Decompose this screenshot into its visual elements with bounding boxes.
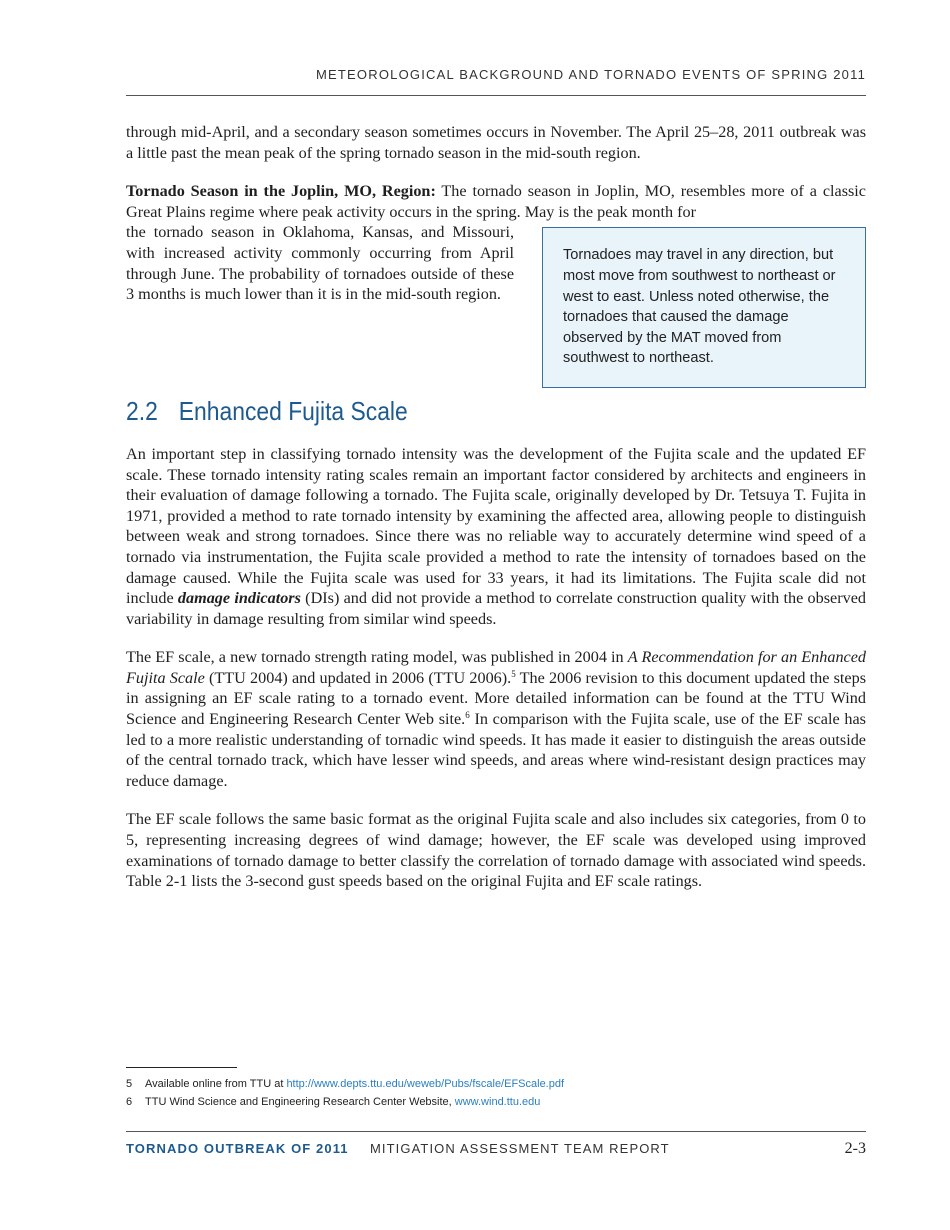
- fujita-text-a: An important step in classifying tornado intensity was the development of the Fujita scale and the updated EF scale. These tornado intensity rating scales remain an important factor considered by architects and engineers in their evaluation of damage following a tornado. The Fujita scale, originally developed by Dr. Tetsuya T. Fujita in 1971, provided a method to rate tornado intensity by examining the affected area, allowing people to distinguish between weak and strong tornadoes. Since there was no reliable way to accurately determine wind speed of a tornado via instrumentation, the Fujita scale provided a method to rate the intensity of tornadoes based on the damage caused. While the Fujita scale was used for 33 years, it had its limitations. The Fujita scale did not include: [126, 444, 866, 608]
- paragraph-joplin-cont: the tornado season in Oklahoma, Kansas, and Missouri, with increased activity commonly occurring from April through June. The probability of tornadoes outside of these 3 months is much lower than it is in the mid-south region.: [126, 223, 514, 304]
- sidebar-text: Tornadoes may travel in any direction, but most move from southwest to northeast or west to east. Unless noted otherwise, the tornadoes that caused the damage observed by the MAT moved from southwest to northeast.: [563, 247, 836, 367]
- damage-indicators-term: damage indicators: [177, 589, 301, 608]
- section-number: 2.2: [126, 395, 158, 426]
- footnote-number: 5: [126, 1078, 133, 1090]
- paragraph-intro: through mid-April, and a secondary season sometimes occurs in November. The April 25–28, 2011 outbreak was a little past the mean peak of the spring tornado season in the mid-south region.: [126, 123, 866, 162]
- footnote-link-efscale[interactable]: http://www.depts.ttu.edu/weweb/Pubs/fscale/EFScale.pdf: [286, 1078, 565, 1090]
- paragraph-ef-scale: [126, 647, 866, 791]
- page-content: [126, 122, 866, 910]
- section-heading: [126, 396, 777, 426]
- page-footer: [126, 1140, 866, 1160]
- footer-subtitle: MITIGATION ASSESSMENT TEAM REPORT: [370, 1141, 670, 1156]
- header-rule: [126, 95, 866, 96]
- fujita-text-b: (DIs) and did not provide a method to correlate construction quality with the observed variability in damage resulting from similar wind speeds.: [126, 589, 866, 628]
- paragraph-ef-format: The EF scale follows the same basic format as the original Fujita scale and also includes six categories, from 0 to 5, representing increasing degrees of wind damage; however, the EF scale was developed using improved examinations of tornado damage to better classify the correlation of tornado damage with associated wind speeds. Table 2-1 lists the 3-second gust speeds based on the original Fujita and EF scale ratings.: [126, 810, 866, 891]
- footnote-6: [126, 1093, 866, 1111]
- paragraph-fujita: [126, 444, 866, 629]
- footnote-ref-6[interactable]: 6: [465, 710, 470, 721]
- footnotes: [126, 1075, 866, 1111]
- footer-rule: [126, 1131, 866, 1132]
- joplin-lead-in: Tornado Season in the Joplin, MO, Region:: [126, 182, 436, 201]
- footer-title: TORNADO OUTBREAK OF 2011: [126, 1141, 349, 1156]
- paragraph-joplin: [126, 181, 866, 222]
- section-title: Enhanced Fujita Scale: [178, 395, 408, 426]
- footnote-text: Available online from TTU at: [145, 1078, 287, 1090]
- ef-text-b: (TTU 2004) and updated in 2006 (TTU 2006).: [204, 668, 512, 687]
- footnote-5: [126, 1075, 866, 1093]
- ef-text-c: The 2006 revision to this document updated the steps in assigning an EF scale rating to a tornado event. More detailed information can be found at the TTU Wind Science and Engineering Research Center Web site.: [126, 668, 867, 729]
- footnote-ref-5[interactable]: 5: [511, 668, 516, 679]
- ef-text-a: The EF scale, a new tornado strength rating model, was published in 2004 in: [126, 648, 628, 667]
- footnote-number: 6: [126, 1096, 133, 1108]
- joplin-text-start: The tornado season in Joplin, MO, resembles more of a classic Great Plains regime where peak activity occurs in the spring. May is the peak month for: [126, 182, 866, 221]
- footnote-text: TTU Wind Science and Engineering Research Center Website,: [145, 1096, 455, 1108]
- ef-text-d: In comparison with the Fujita scale, use of the EF scale has led to a more realistic understanding of tornadic wind speeds. It has made it easier to distinguish the areas outside of the central tornado track, which have lesser wind speeds, and areas where wind-resistant design practices may reduce damage.: [126, 710, 866, 790]
- footnote-link-wind[interactable]: www.wind.ttu.edu: [454, 1096, 541, 1108]
- footnote-rule: [126, 1067, 237, 1068]
- sidebar-callout: [542, 227, 866, 388]
- running-head: METEOROLOGICAL BACKGROUND AND TORNADO EVENTS OF SPRING 2011: [316, 67, 866, 82]
- page-number: 2-3: [844, 1140, 866, 1157]
- publication-title: A Recommendation for an Enhanced Fujita Scale: [126, 648, 867, 687]
